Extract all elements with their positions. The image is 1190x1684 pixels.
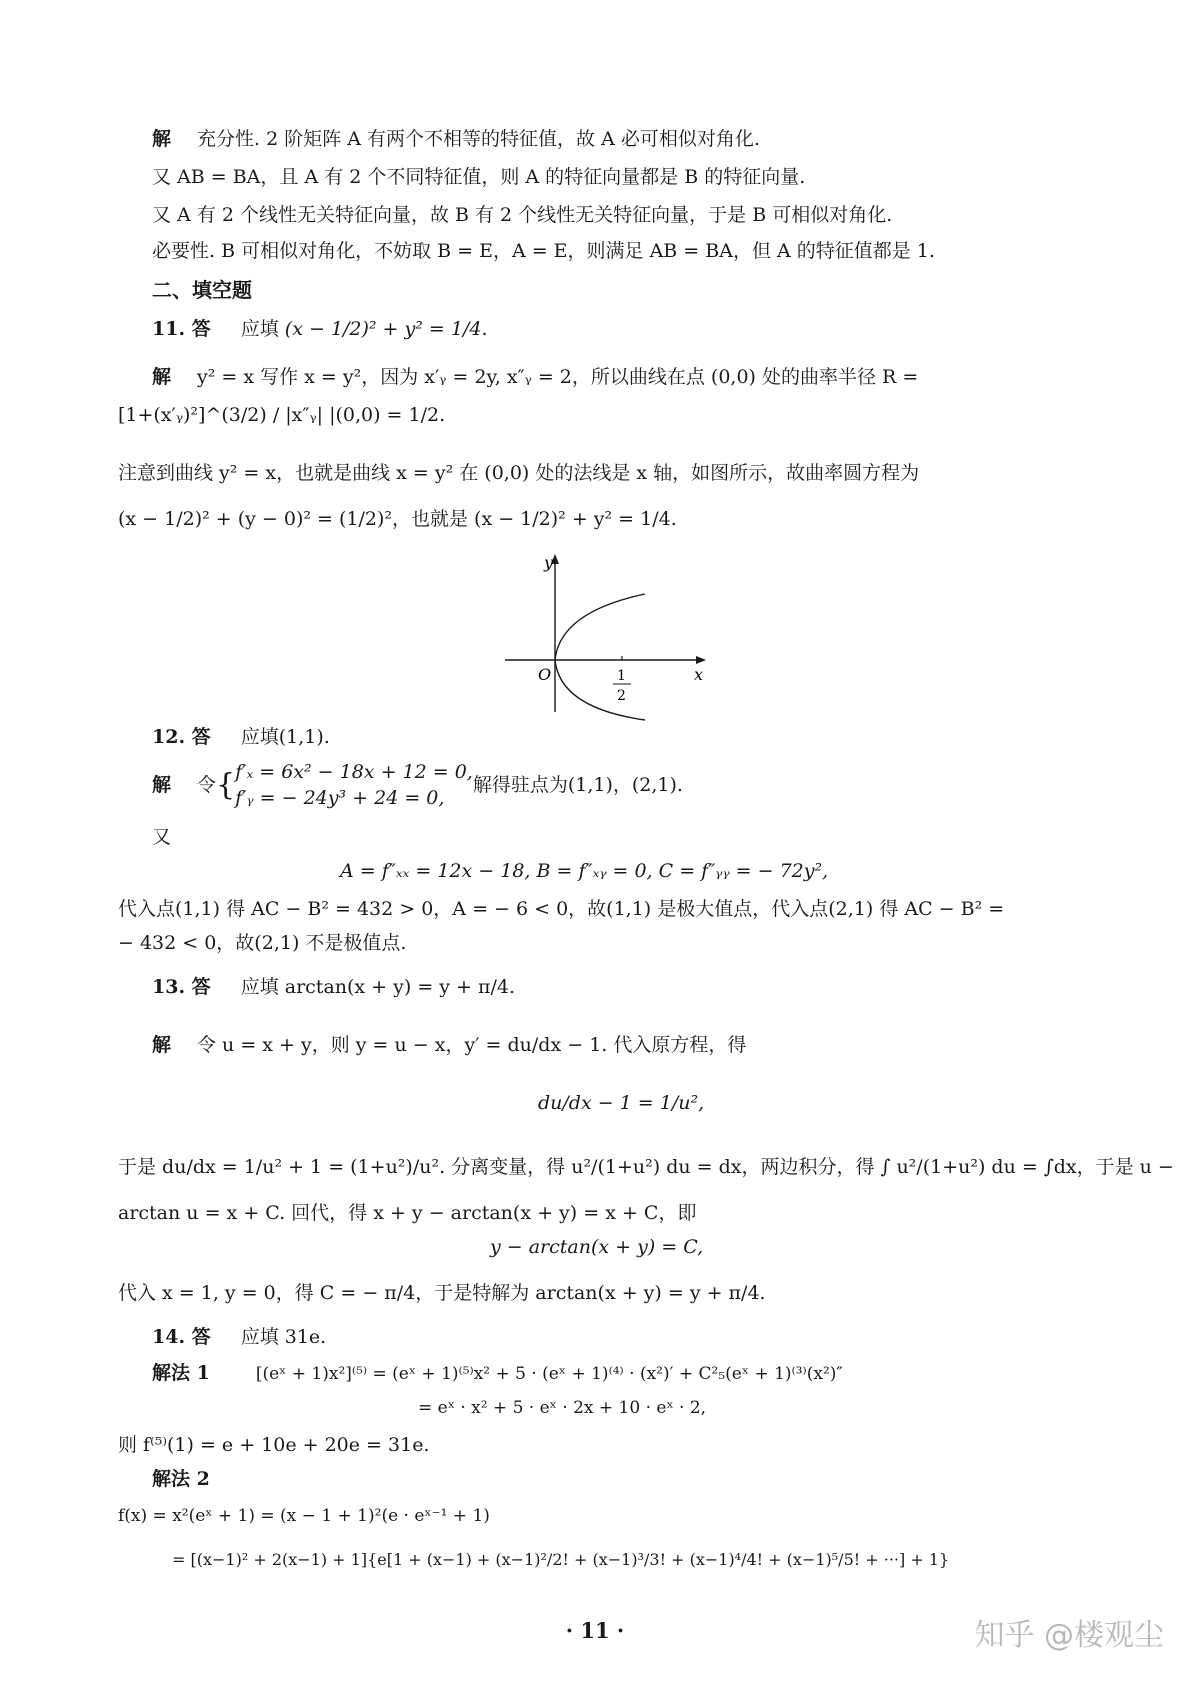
q12-ling: 令 [197,774,217,797]
q13-step5: y − arctan(x + y) = C, [490,1236,704,1258]
q11-solution-line1 [152,366,918,389]
q13-answer-line [152,976,515,999]
q11-answer-line [152,318,487,341]
q14-answer: 应填 31e. [240,1326,327,1348]
section-heading: 二、填空题 [152,278,252,302]
parabola-curve [555,594,645,720]
q12-check1: 代入点(1,1) 得 AC − B² = 432 > 0，A = − 6 < 0，故(1,1) 是极大值点，代入点(2,1) 得 AC − B² = [118,898,1005,920]
y-axis-label: y [544,553,554,572]
line-commute: 又 AB = BA，且 A 有 2 个不同特征值，则 A 的特征向量都是 B 的特征向量. [152,166,806,188]
q13-step3: 于是 du/dx = 1/u² + 1 = (1+u²)/u². 分离变量，得 u²/(1+u²) du = dx，两边积分，得 ∫ u²/(1+u²) du = ∫dx，于是 u − [118,1156,1174,1178]
q12-abc: A = f″ₓₓ = 12x − 18, B = f″ₓᵧ = 0, C = f″ᵧᵧ = − 72y², [340,860,829,882]
q11-circle-equation: (x − 1/2)² + (y − 0)² = (1/2)²，也就是 (x − 1/2)² + y² = 1/4. [118,508,677,530]
q12-answer: 应填(1,1). [240,726,330,748]
q14-method1-label: 解法 1 [152,1362,210,1384]
parabola-graph [500,552,720,722]
q14-method2-eq2: = [(x−1)² + 2(x−1) + 1]{e[1 + (x−1) + (x−1)²/2! + (x−1)³/3! + (x−1)⁴/4! + (x−1)⁵/5! + ···] + 1} [172,1550,950,1569]
q11-step1: y² = x 写作 x = y²，因为 x′ᵧ = 2y, x″ᵧ = 2，所以曲线在点 (0,0) 处的曲率半径 R = [197,366,919,388]
q12-solution-label: 解 [152,774,172,797]
q11-number: 11. 答 [152,318,211,340]
q11-fill-label: 应填 [240,318,279,340]
page-number: · 11 · [565,1618,625,1643]
q14-method1-eq2: = eˣ · x² + 5 · eˣ · 2x + 10 · eˣ · 2, [418,1398,707,1418]
q12-answer-line [152,726,330,749]
watermark: 知乎 @楼观尘 [974,1618,1164,1653]
q11-answer: (x − 1/2)² + y² = 1/4. [284,318,488,340]
q12-number: 12. 答 [152,726,211,748]
line-necessity: 必要性. B 可相似对角化，不妨取 B = E，A = E，则满足 AB = BA，但 A 的特征值都是 1. [152,240,935,262]
q11-curvature-radius: [1+(x′ᵧ)²]^(3/2) / |x″ᵧ| |(0,0) = 1/2. [118,404,446,426]
q13-step1: 令 u = x + y，则 y = u − x，y′ = du/dx − 1. 代入原方程，得 [197,1034,747,1056]
q13-answer: 应填 arctan(x + y) = y + π/4. [240,976,516,998]
q13-step4: arctan u = x + C. 回代，得 x + y − arctan(x + y) = x + C，即 [118,1202,697,1224]
q14-method1-eq1: [(eˣ + 1)x²]⁽⁵⁾ = (eˣ + 1)⁽⁵⁾x² + 5 · (eˣ + 1)⁽⁴⁾ · (x²)′ + C²₅(eˣ + 1)⁽³⁾(x²)″ [255,1364,843,1384]
q13-number: 13. 答 [152,976,211,998]
solution-label: 解 [152,128,172,150]
q14-method1-line [152,1362,843,1385]
q12-equation-system [235,760,473,811]
half-numerator: 1 [617,668,626,684]
parabola-figure [500,552,720,722]
q11-normal-note: 注意到曲线 y² = x，也就是曲线 x = y² 在 (0,0) 处的法线是 x 轴，如图所示，故曲率圆方程为 [118,462,920,484]
line-eigenvectors: 又 A 有 2 个线性无关特征向量，故 B 有 2 个线性无关特征向量，于是 B 可相似对角化. [152,204,893,226]
q12-you: 又 [152,826,172,848]
q13-step2: du/dx − 1 = 1/u², [538,1092,705,1114]
q12-eq-fy: f′ᵧ = − 24y³ + 24 = 0, [235,786,445,809]
q12-stationary-points: 解得驻点为(1,1)，(2,1). [472,774,683,797]
x-axis-arrow-icon [696,656,706,664]
q12-check2: − 432 < 0，故(2,1) 不是极值点. [118,932,407,954]
q12-system-line [152,760,683,811]
q11-solution-label: 解 [152,366,172,388]
q13-step6: 代入 x = 1, y = 0，得 C = − π/4，于是特解为 arctan(x + y) = y + π/4. [118,1282,766,1304]
q13-solution-label: 解 [152,1034,172,1056]
line-sufficiency [152,128,760,151]
q14-method2-label: 解法 2 [152,1468,210,1490]
q14-method1-result: 则 f⁽⁵⁾(1) = e + 10e + 20e = 31e. [118,1434,430,1456]
q13-step1-line [152,1034,746,1057]
q14-method2-eq1: f(x) = x²(eˣ + 1) = (x − 1 + 1)²(e · eˣ⁻¹ + 1) [118,1506,490,1526]
origin-label: O [538,665,552,684]
half-denominator: 2 [617,688,626,704]
q14-answer-line [152,1326,326,1349]
sufficiency-text: 充分性. 2 阶矩阵 A 有两个不相等的特征值，故 A 必可相似对角化. [197,128,760,150]
q14-number: 14. 答 [152,1326,211,1348]
left-brace-icon: { [216,767,236,803]
q12-eq-fx: f′ₓ = 6x² − 18x + 12 = 0, [235,761,473,783]
x-axis-label: x [694,665,704,684]
